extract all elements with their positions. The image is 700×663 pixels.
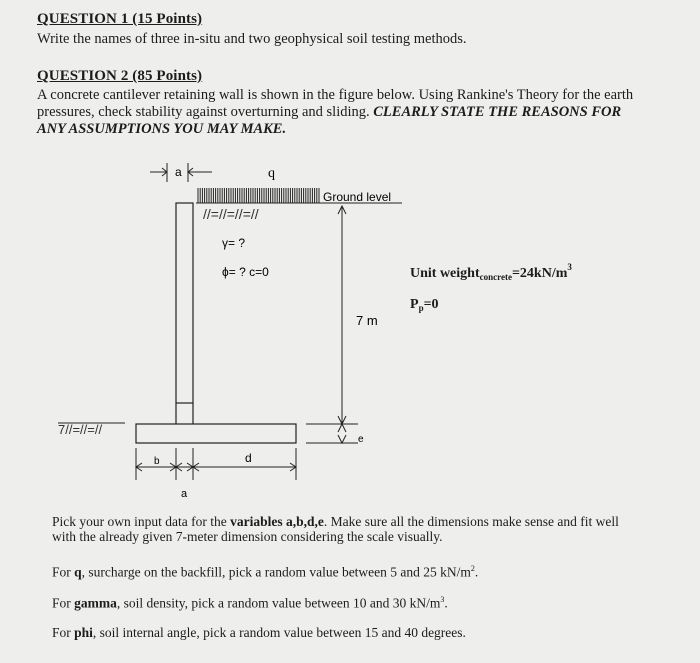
unit-weight-subscript: concrete xyxy=(479,272,512,282)
instruction-gamma-text: , soil density, pick a random value between 10 and 30 kN/m xyxy=(116,595,441,611)
instruction-q-end: . xyxy=(474,564,479,580)
question-2-line-2-emphasis: CLEARLY STATE THE REASONS FOR xyxy=(373,104,622,120)
dim-e-arrowhead-bottom xyxy=(338,435,346,443)
instructions-line-1-bold: variables a,b,d,e xyxy=(230,514,324,529)
instruction-gamma-prefix: For xyxy=(52,595,75,611)
instruction-q xyxy=(52,560,478,581)
question-2-line-1: A concrete cantilever retaining wall is shown in the figure below. Using Rankine's Theory for the earth xyxy=(37,87,634,103)
question-1-title: QUESTION 1 (15 Points) xyxy=(37,11,203,27)
unit-weight-superscript: 3 xyxy=(567,262,572,272)
instruction-gamma-end: . xyxy=(444,595,448,611)
instruction-gamma-bold: gamma xyxy=(74,595,117,611)
question-2-line-3: ANY ASSUMPTIONS YOU MAY MAKE. xyxy=(37,121,287,137)
dim-b-label: b xyxy=(154,456,160,467)
gamma-label: γ= ? xyxy=(222,236,246,250)
unit-weight-prefix: Unit weight xyxy=(410,266,480,281)
unit-weight-label xyxy=(410,262,572,282)
instructions-line-2: with the already given 7-meter dimension considering the scale visually. xyxy=(52,529,443,544)
pp-subscript: p xyxy=(418,303,424,313)
passive-pressure-label xyxy=(410,297,439,313)
soil-hatch-left: 7//=//=// xyxy=(58,422,103,437)
wall-stem xyxy=(176,203,193,403)
ground-level-label: Ground level xyxy=(323,190,392,204)
instructions-line-1-plain: Pick your own input data for the xyxy=(52,514,231,529)
instruction-phi xyxy=(52,624,466,641)
unit-weight-value: =24kN/m xyxy=(511,266,568,281)
instruction-phi-bold: phi xyxy=(74,625,93,640)
instruction-q-text: , surcharge on the backfill, pick a random value between 5 and 25 kN/m xyxy=(81,564,471,580)
question-2-title: QUESTION 2 (85 Points) xyxy=(37,68,203,84)
instructions-paragraph xyxy=(52,514,672,544)
instructions-line-1-rest: . Make sure all the dimensions make sense and fit well xyxy=(323,514,619,529)
question-2-line-2-plain: pressures, check stability against overturning and sliding. xyxy=(37,104,374,120)
instruction-phi-prefix: For xyxy=(52,625,75,640)
pp-value: =0 xyxy=(423,297,439,312)
question-1-body: Write the names of three in-situ and two geophysical soil testing methods. xyxy=(37,31,467,47)
surcharge-q-label: q xyxy=(268,166,275,181)
phi-label: ϕ= ? c=0 xyxy=(222,265,269,279)
dim-d-label: d xyxy=(245,451,252,465)
dim-e-arrowhead-top xyxy=(338,424,346,432)
dim-e-label: e xyxy=(358,434,364,445)
instruction-phi-text: , soil internal angle, pick a random value between 15 and 40 degrees. xyxy=(92,625,466,640)
pp-prefix: P xyxy=(410,297,419,312)
surcharge-hatch xyxy=(198,188,319,203)
dim-a-top-label: a xyxy=(175,165,182,179)
instruction-gamma-sup: 3 xyxy=(440,595,445,604)
instructions-line-1 xyxy=(52,514,672,529)
instruction-q-prefix: For xyxy=(52,564,75,580)
height-label: 7 m xyxy=(356,313,378,328)
instruction-q-sup: 2 xyxy=(470,564,475,573)
wall-base-slab xyxy=(136,424,296,443)
instruction-q-bold: q xyxy=(74,564,82,580)
instruction-gamma xyxy=(52,591,448,612)
dim-a-bottom-label: a xyxy=(181,488,188,500)
soil-hatch-top: //=//=//=// xyxy=(203,206,259,222)
